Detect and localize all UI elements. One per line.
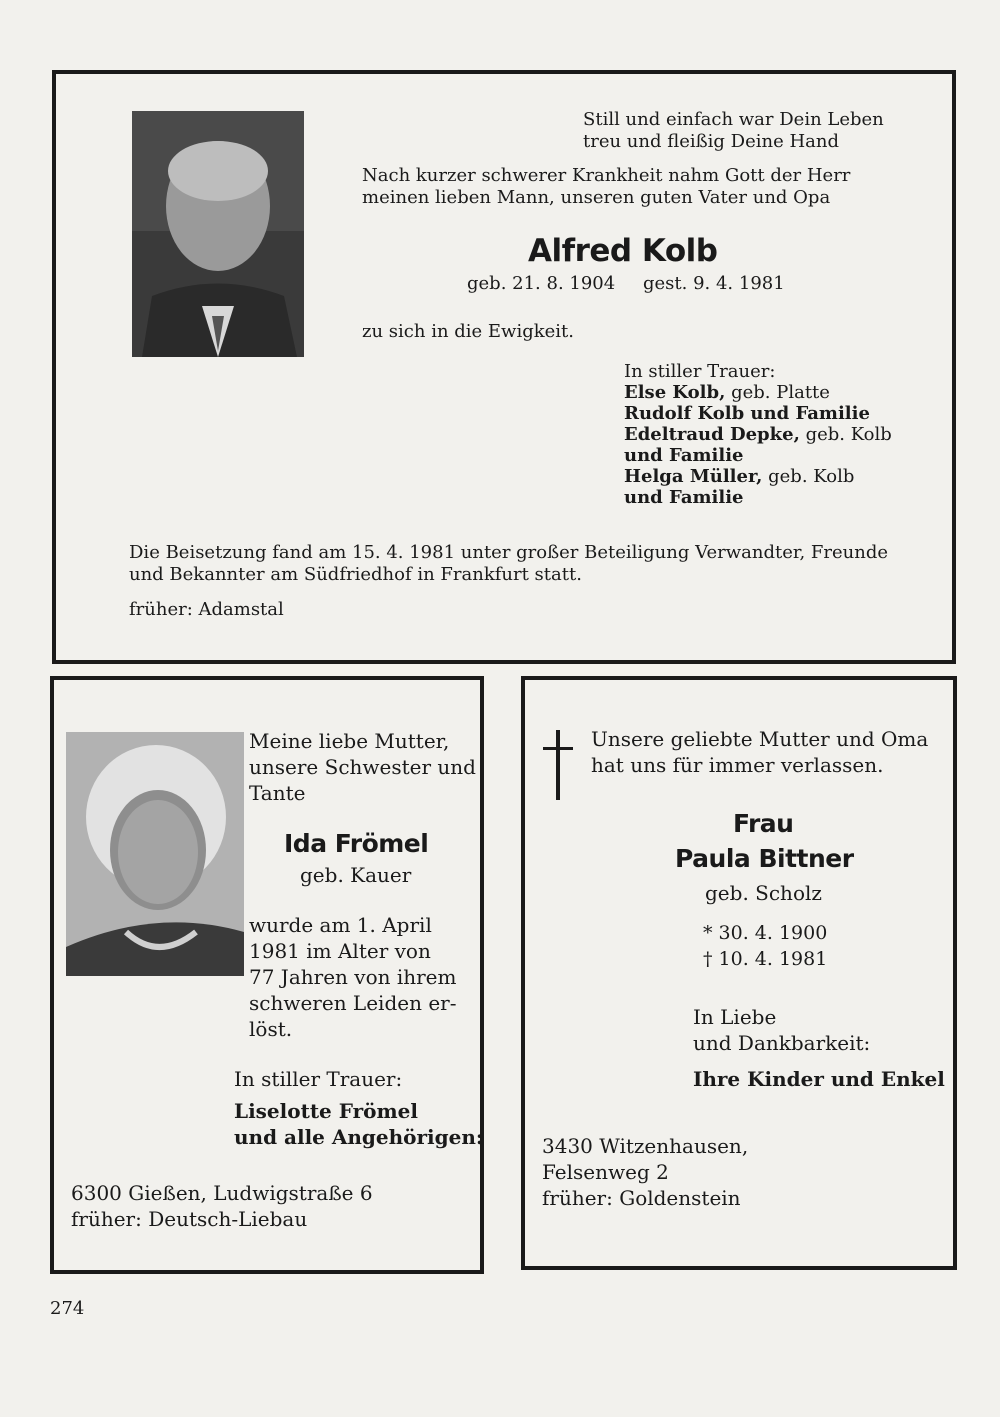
- address-line: Felsenweg 2: [542, 1160, 669, 1184]
- mourner: Rudolf Kolb und Familie: [624, 403, 870, 424]
- text-line: wurde am 1. April: [249, 913, 432, 937]
- mourner: und Familie: [624, 445, 744, 466]
- deceased-name: Alfred Kolb: [528, 233, 718, 269]
- mourner: Helga Müller, geb. Kolb: [624, 466, 855, 487]
- text-line: 1981 im Alter von: [249, 939, 431, 963]
- portrait-photo-man: [132, 111, 304, 357]
- text-line: schweren Leiden er-: [249, 991, 457, 1015]
- intro-line: hat uns für immer verlassen.: [591, 753, 884, 777]
- address-line: 3430 Witzenhausen,: [542, 1134, 749, 1158]
- intro-line: meinen lieben Mann, unseren guten Vater und Opa: [362, 187, 831, 208]
- love-line: In Liebe: [693, 1005, 777, 1029]
- intro-line: Unsere geliebte Mutter und Oma: [591, 727, 929, 751]
- text-line: 77 Jahren von ihrem: [249, 965, 457, 989]
- portrait-man-image: [132, 111, 304, 357]
- mourner: Else Kolb, geb. Platte: [624, 382, 830, 403]
- cross-icon: [543, 730, 573, 800]
- formerly: früher: Adamstal: [129, 599, 284, 620]
- mourner: und Familie: [624, 487, 744, 508]
- mourning-title: In stiller Trauer:: [234, 1067, 403, 1091]
- deceased-name: Ida Frömel: [284, 829, 429, 858]
- portrait-photo-woman: [66, 732, 244, 976]
- maiden-name: geb. Scholz: [705, 881, 822, 905]
- intro-line: Tante: [249, 781, 306, 805]
- intro-line: Nach kurzer schwerer Krankheit nahm Gott der Herr: [362, 165, 851, 186]
- address-line: früher: Goldenstein: [542, 1186, 741, 1210]
- children-signature: Ihre Kinder und Enkel: [693, 1067, 945, 1091]
- death-date: gest. 9. 4. 1981: [643, 273, 785, 294]
- address-line: 6300 Gießen, Ludwigstraße 6: [71, 1181, 373, 1205]
- address-line: früher: Deutsch-Liebau: [71, 1207, 308, 1231]
- mourner: Edeltraud Depke, geb. Kolb: [624, 424, 892, 445]
- obituary-froemel: [50, 676, 484, 1274]
- birth-date: geb. 21. 8. 1904: [467, 273, 616, 294]
- deceased-name: Paula Bittner: [675, 844, 854, 873]
- eternity-text: zu sich in die Ewigkeit.: [362, 321, 575, 342]
- intro-line: Meine liebe Mutter,: [249, 729, 450, 753]
- mourning-title: In stiller Trauer:: [624, 361, 776, 382]
- portrait-woman-image: [66, 732, 244, 976]
- maiden-name: geb. Kauer: [300, 863, 412, 887]
- text-line: löst.: [249, 1017, 293, 1041]
- funeral-line: und Bekannter am Südfriedhof in Frankfurt statt.: [129, 564, 582, 585]
- birth-date: * 30. 4. 1900: [703, 922, 828, 944]
- title-frau: Frau: [733, 809, 794, 838]
- page-number: 274: [50, 1298, 85, 1319]
- motto-line: treu und fleißig Deine Hand: [583, 131, 840, 152]
- motto-line: Still und einfach war Dein Leben: [583, 109, 884, 130]
- love-line: und Dankbarkeit:: [693, 1031, 871, 1055]
- mourner: und alle Angehörigen:: [234, 1125, 484, 1149]
- obituary-kolb: [52, 70, 956, 664]
- mourner: Liselotte Frömel: [234, 1099, 418, 1123]
- funeral-line: Die Beisetzung fand am 15. 4. 1981 unter großer Beteiligung Verwandter, Freunde: [129, 542, 889, 563]
- intro-line: unsere Schwester und: [249, 755, 476, 779]
- death-date: † 10. 4. 1981: [703, 948, 828, 970]
- obituary-bittner: [521, 676, 957, 1270]
